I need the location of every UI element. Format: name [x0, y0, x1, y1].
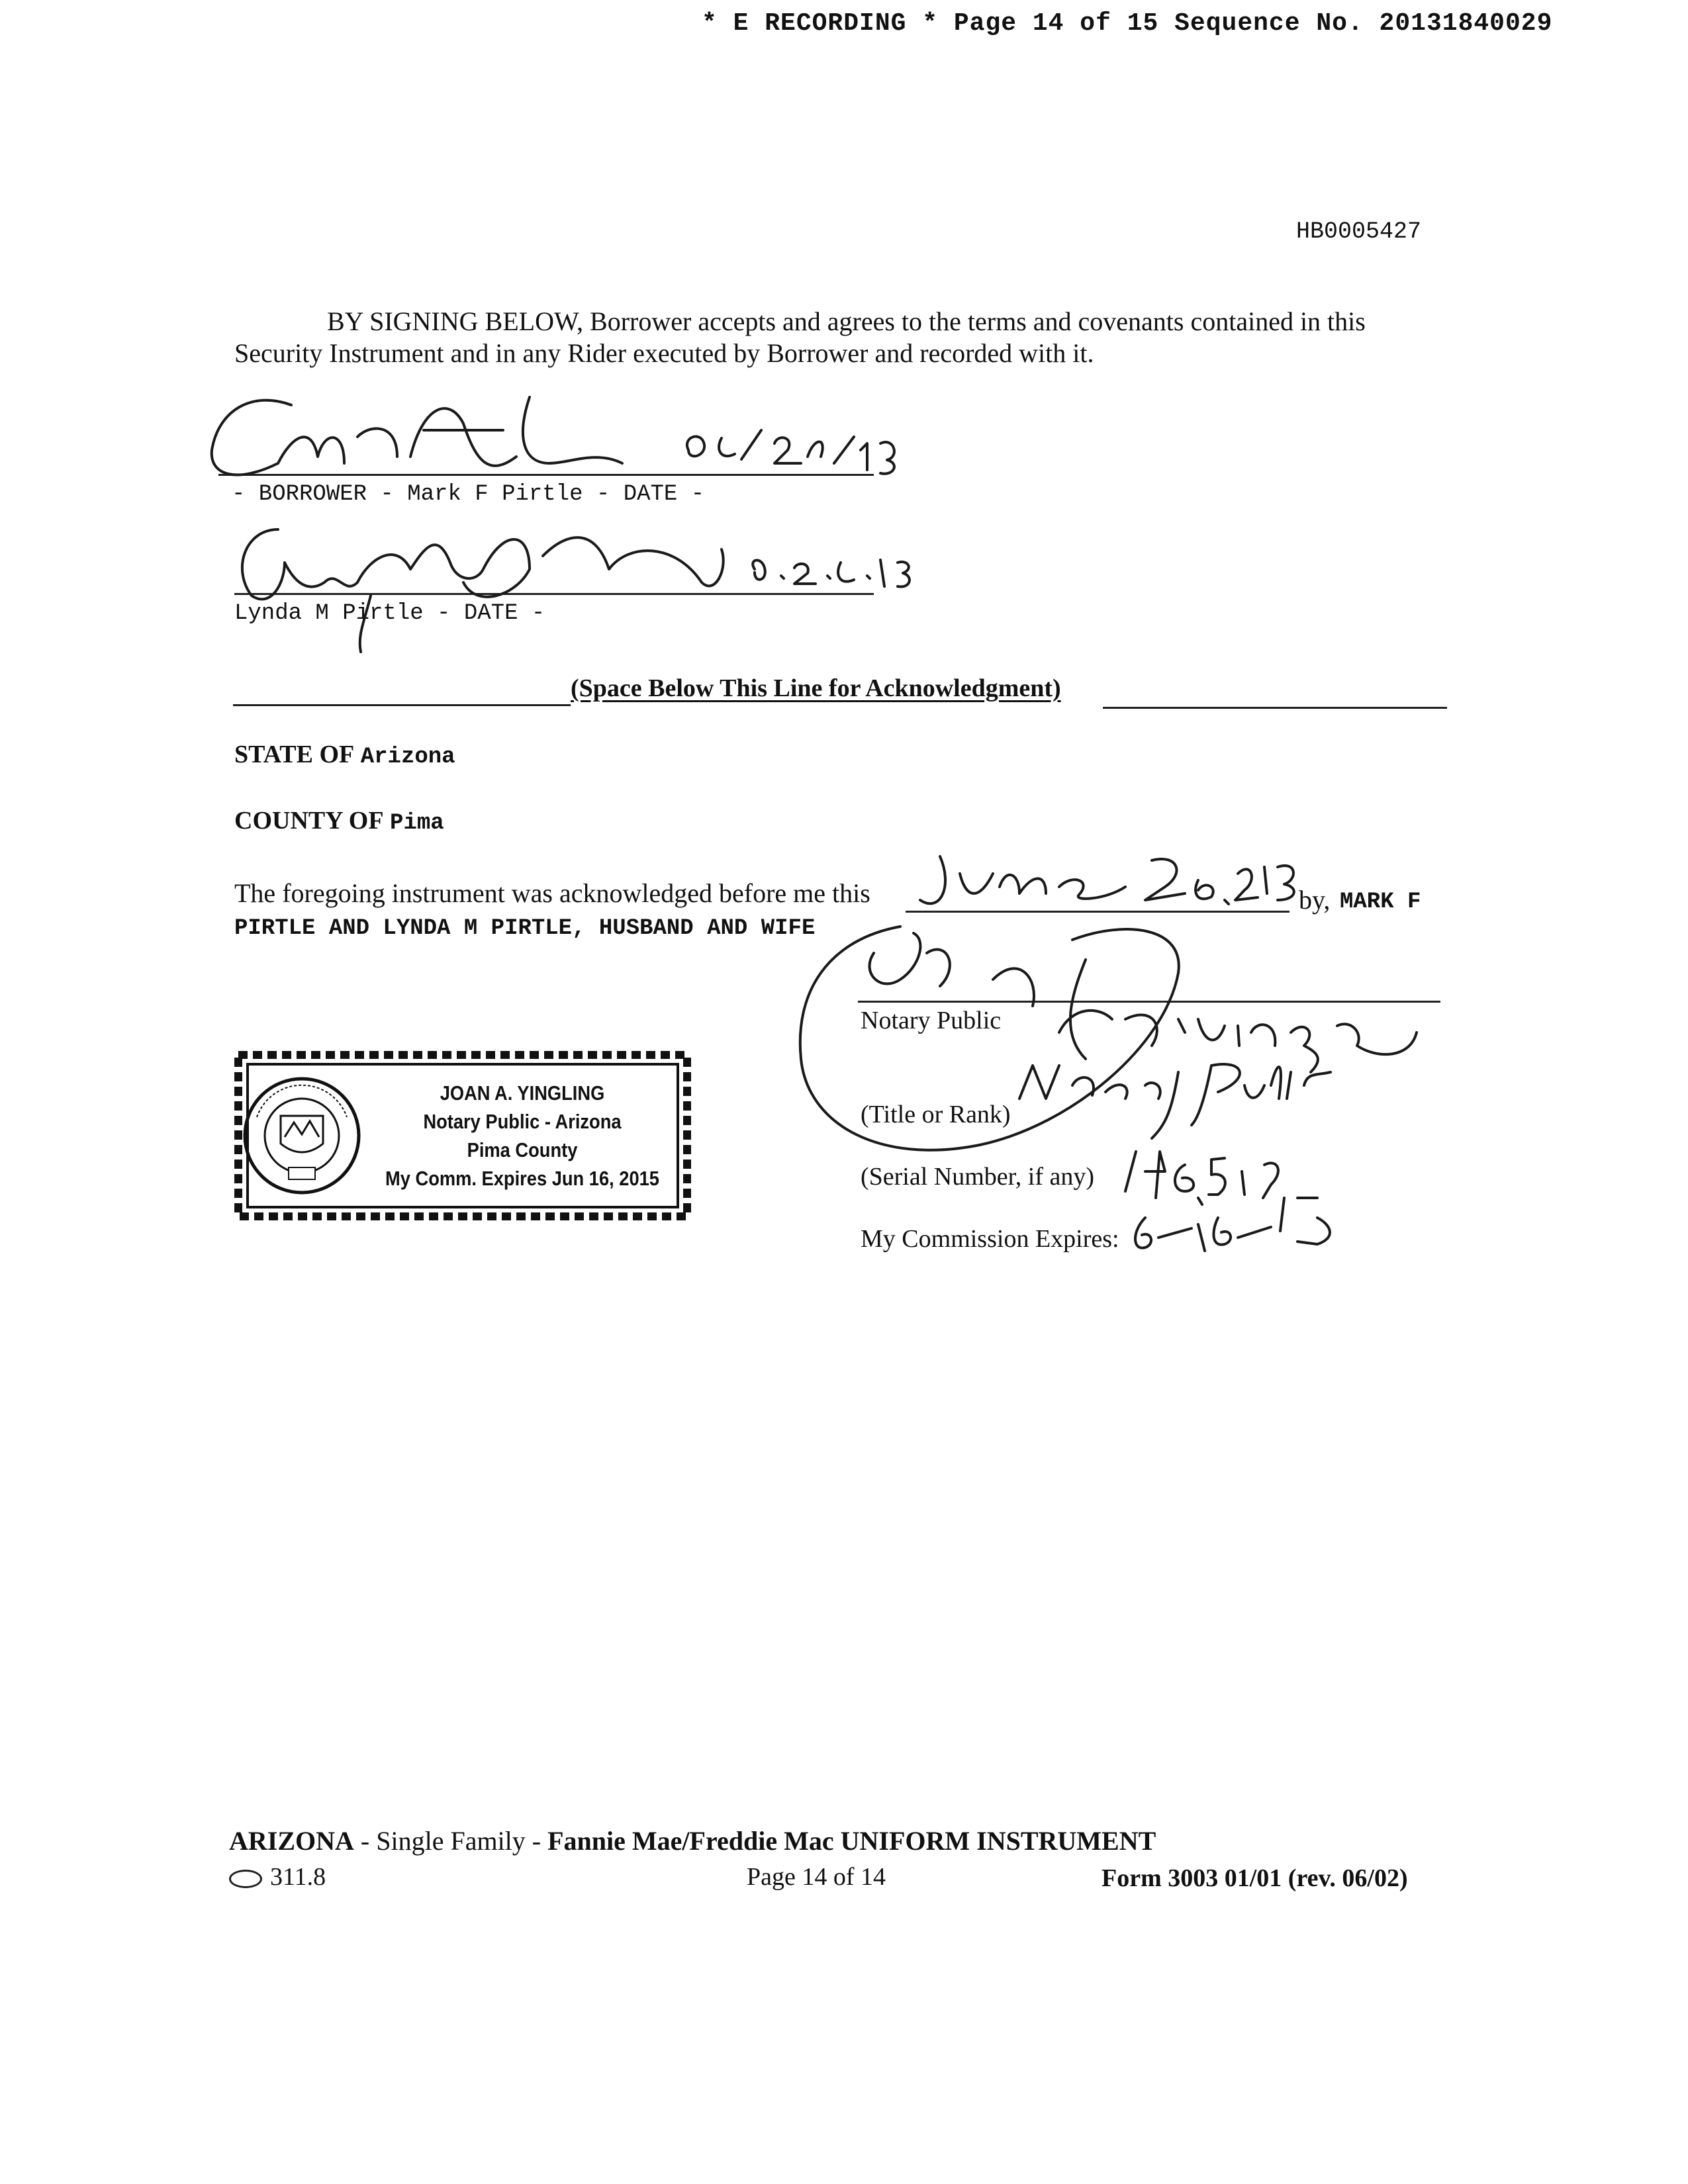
state-row	[234, 740, 455, 770]
borrower-label-lynda: Lynda M Pirtle - DATE -	[234, 601, 545, 626]
serial-number-label: (Serial Number, if any)	[861, 1163, 1095, 1191]
acknowledgment-caption: (Space Below This Line for Acknowledgment)	[571, 674, 1061, 702]
stamp-expires: My Comm. Expires Jun 16, 2015	[385, 1167, 659, 1190]
footer-form-number: Form 3003 01/01 (rev. 06/02)	[1102, 1864, 1408, 1892]
notary-stamp	[228, 1044, 698, 1227]
title-or-rank-label: (Title or Rank)	[861, 1101, 1011, 1128]
county-label: COUNTY OF	[234, 807, 384, 835]
borrower-label-mark: - BORROWER - Mark F Pirtle - DATE -	[232, 482, 705, 507]
commission-expires-label: My Commission Expires:	[861, 1225, 1119, 1253]
footer-page-number: Page 14 of 14	[747, 1863, 886, 1891]
acknowledgment-names-part-1: MARK F	[1340, 889, 1421, 915]
notary-signature-line	[858, 1001, 1440, 1003]
acknowledgment-text: The foregoing instrument was acknowledged before me this	[234, 878, 870, 908]
handwritten-notary-name	[1059, 1011, 1417, 1072]
handwritten-ack-date	[920, 856, 1294, 904]
notary-public-label: Notary Public	[861, 1007, 1002, 1034]
form-code-icon	[229, 1870, 262, 1888]
acknowledgment-rule-left	[233, 704, 571, 706]
stamp-name: JOAN A. YINGLING	[440, 1081, 605, 1105]
handwritten-notary-title	[1019, 1064, 1331, 1138]
state-seal-icon	[245, 1079, 359, 1193]
acknowledgment-date-line	[906, 911, 1289, 913]
handwritten-commission-expiry	[1135, 1198, 1330, 1251]
intro-text-line-2: Security Instrument and in any Rider executed by Borrower and recorded with it.	[234, 338, 1094, 368]
stamp-county: Pima County	[467, 1138, 578, 1161]
signature-mark-pirtle	[212, 397, 622, 475]
footer-code-value: 311.8	[270, 1863, 326, 1891]
intro-text-line-1: BY SIGNING BELOW, Borrower accepts and agrees to the terms and covenants contained in this	[327, 306, 1366, 336]
county-row	[234, 806, 444, 836]
state-label: STATE OF	[234, 741, 355, 768]
borrower-signature-line-1	[218, 474, 874, 476]
loan-number: HB0005427	[1296, 218, 1422, 245]
footer-form-title	[229, 1825, 1156, 1856]
handwritten-serial-number	[1125, 1152, 1278, 1205]
county-value: Pima	[390, 811, 444, 836]
stamp-title: Notary Public - Arizona	[423, 1110, 622, 1133]
acknowledgment-names-part-2: PIRTLE AND LYNDA M PIRTLE, HUSBAND AND WIFE	[234, 916, 816, 941]
footer-code	[229, 1862, 326, 1891]
handwritten-date-mark	[687, 430, 894, 474]
footer-instrument: Fannie Mae/Freddie Mac UNIFORM INSTRUMENT	[547, 1826, 1156, 1856]
acknowledgment-rule-right	[1103, 707, 1447, 709]
footer-state: ARIZONA	[229, 1826, 354, 1856]
footer-middle: - Single Family -	[353, 1826, 548, 1856]
signature-lynda-pirtle	[242, 529, 724, 652]
handwritten-date-lynda	[753, 560, 910, 587]
borrower-signature-line-2	[234, 593, 874, 595]
state-value: Arizona	[360, 745, 455, 770]
acknowledgment-by-label: by,	[1299, 885, 1331, 915]
recording-header: * E RECORDING * Page 14 of 15 Sequence No. 20131840029	[702, 9, 1553, 38]
